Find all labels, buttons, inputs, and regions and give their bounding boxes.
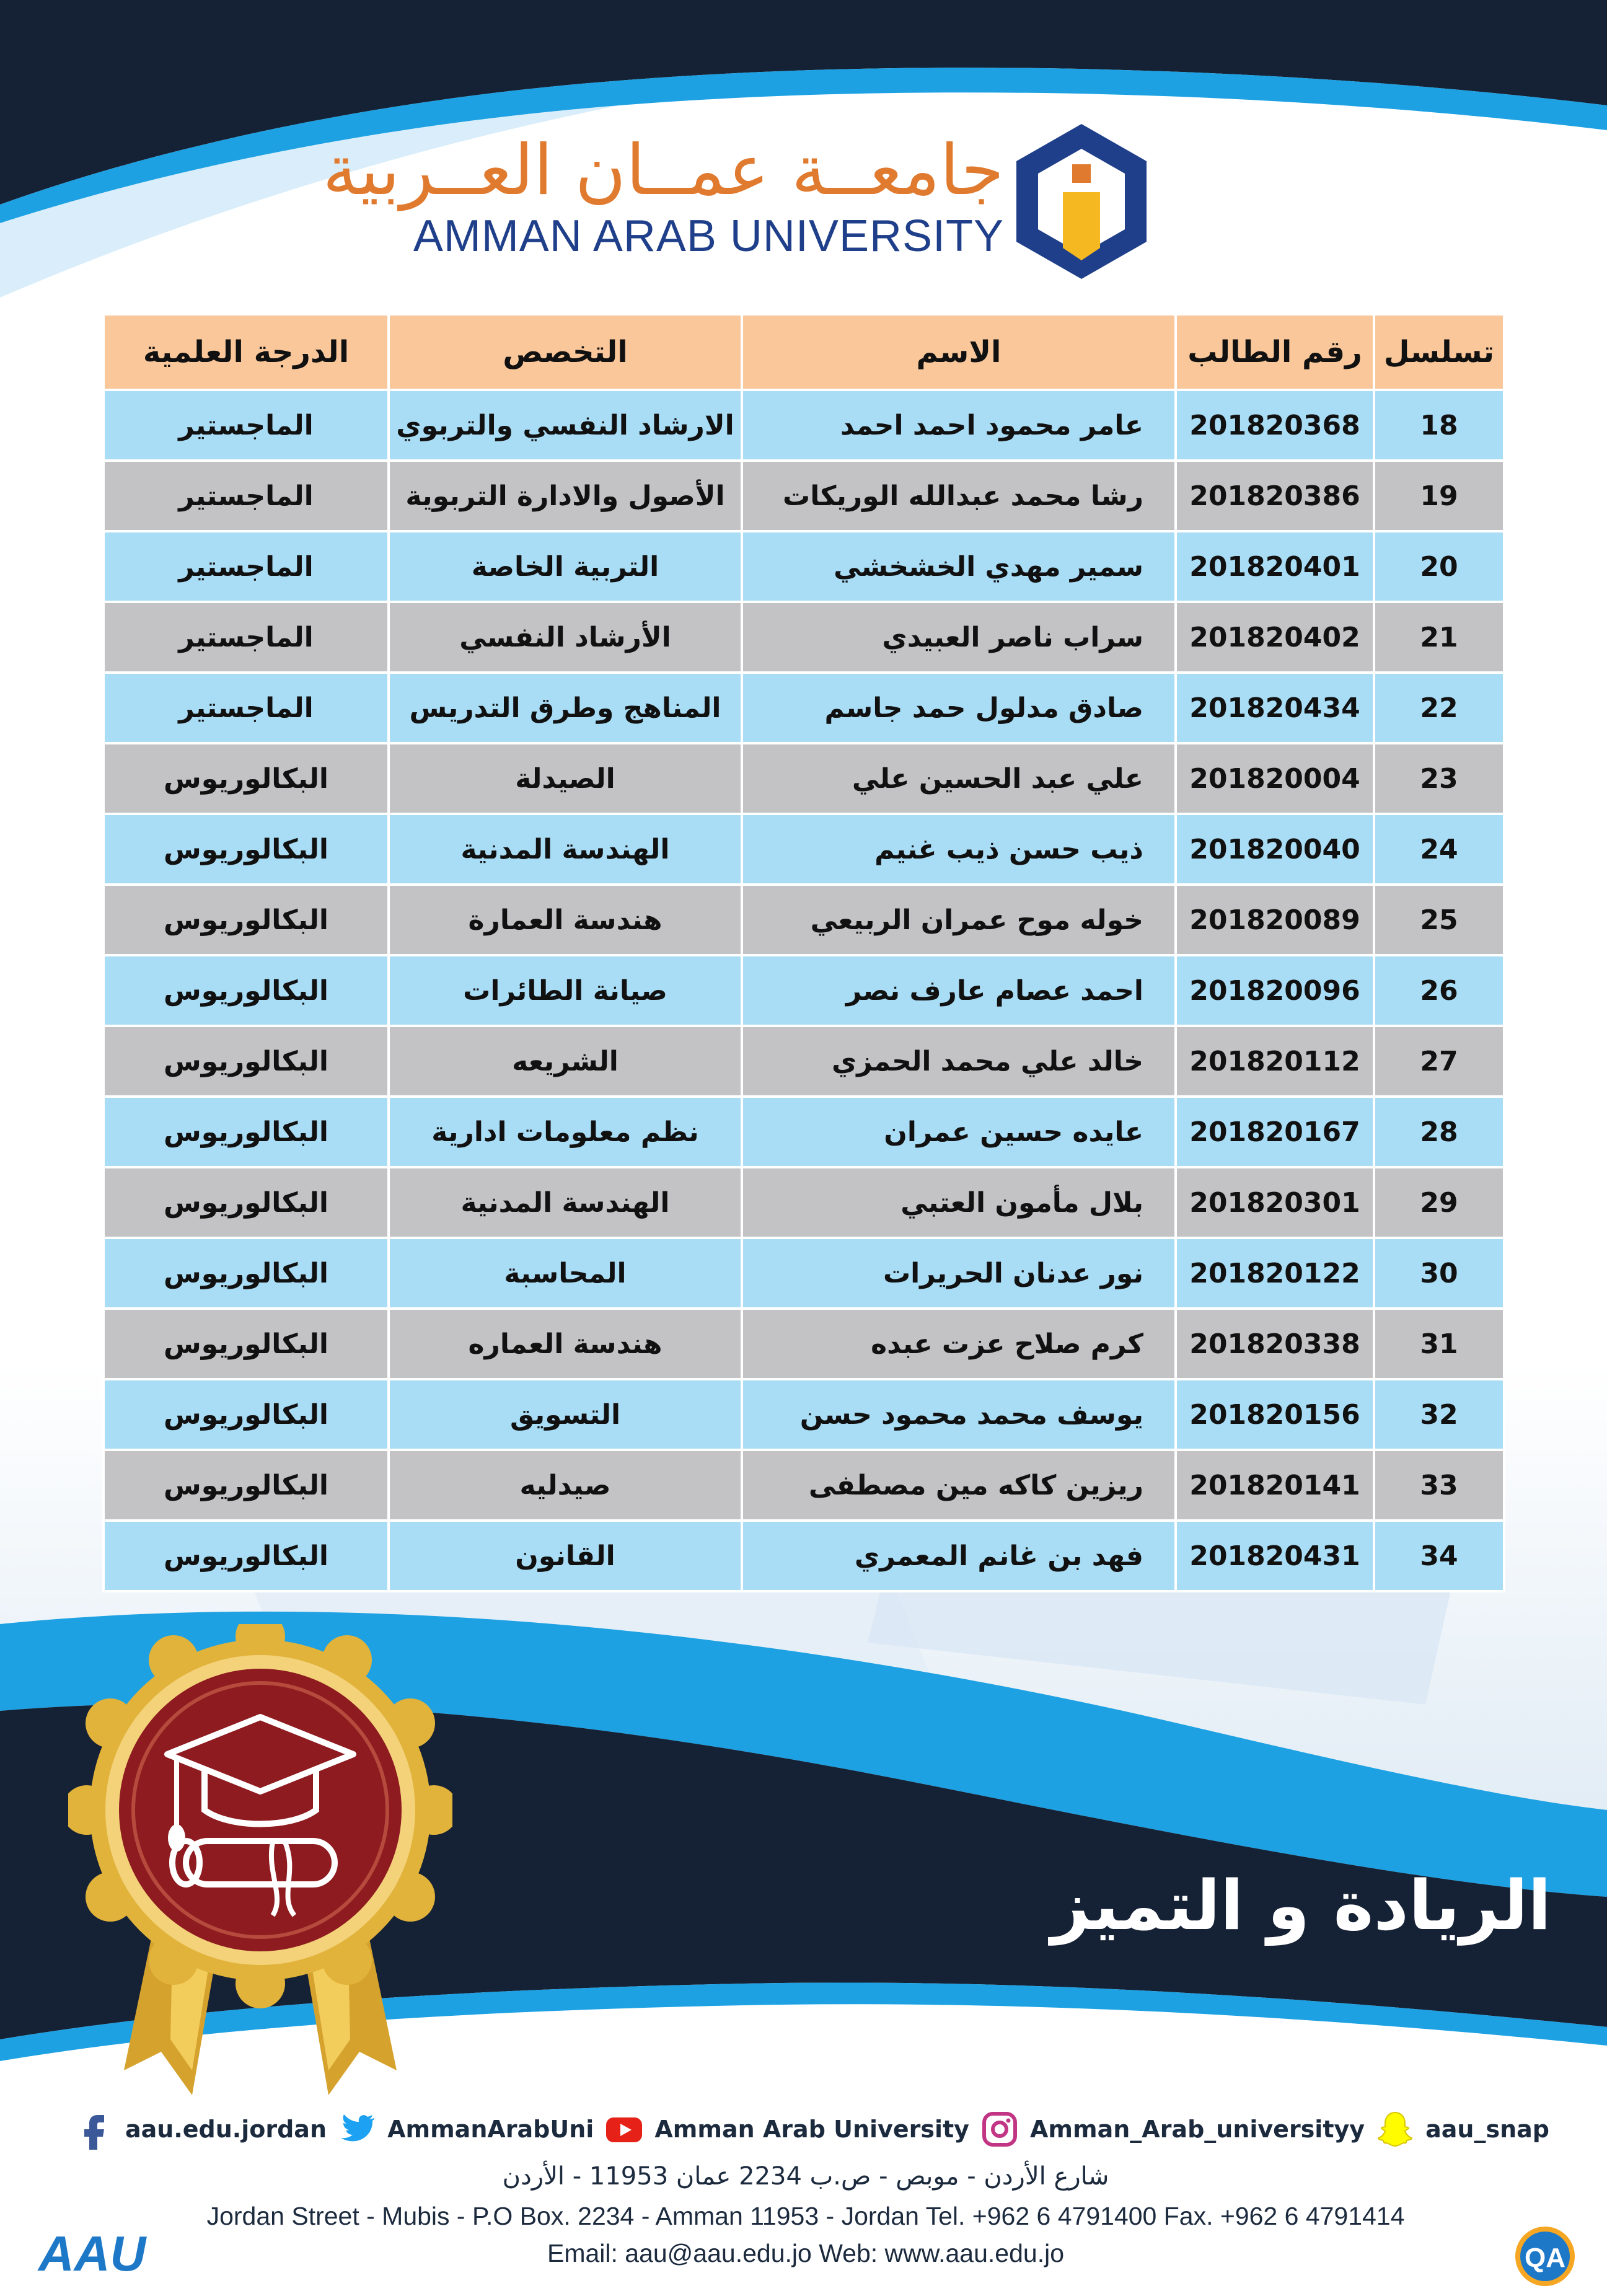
cell-seq: 26 [1374, 955, 1504, 1026]
cell-seq: 22 [1374, 673, 1504, 743]
cell-seq: 33 [1374, 1450, 1504, 1521]
cell-name: خالد علي محمد الحمزي [742, 1026, 1176, 1097]
cell-student-id: 201820156 [1176, 1379, 1374, 1450]
cell-major: الأصول والادارة التربوية [389, 461, 742, 531]
table-row [103, 1167, 1504, 1238]
cell-degree: البكالوريوس [103, 1238, 389, 1309]
slogan-text: الريادة و التميز [1050, 1866, 1551, 1945]
cell-student-id: 201820434 [1176, 673, 1374, 743]
cell-degree: البكالوريوس [103, 1309, 389, 1379]
cell-major: الهندسة المدنية [389, 814, 742, 885]
facebook-link[interactable] [74, 2109, 327, 2150]
cell-seq: 19 [1374, 461, 1504, 531]
university-name-english: AMMAN ARAB UNIVERSITY [413, 211, 1004, 261]
cell-name: خوله موح عمران الربيعي [742, 885, 1176, 955]
cell-student-id: 201820122 [1176, 1238, 1374, 1309]
cell-degree: البكالوريوس [103, 1450, 389, 1521]
cell-seq: 18 [1374, 390, 1504, 461]
university-logo [322, 118, 1190, 304]
contact-info: Email: aau@aau.edu.jo Web: www.aau.edu.jo [547, 2239, 1065, 2267]
cell-student-id: 201820089 [1176, 885, 1374, 955]
cell-degree: الماجستير [103, 390, 389, 461]
cell-degree: البكالوريوس [103, 885, 389, 955]
cell-name: علي عبد الحسين علي [742, 743, 1176, 814]
cell-name: فهد بن غانم المعمري [742, 1521, 1176, 1591]
facebook-handle: aau.edu.jordan [125, 2116, 327, 2143]
table-row [103, 602, 1504, 673]
cell-degree: البكالوريوس [103, 1026, 389, 1097]
cell-name: نور عدنان الحريرات [742, 1238, 1176, 1309]
table-row [103, 885, 1504, 955]
cell-major: القانون [389, 1521, 742, 1591]
cell-major: الهندسة المدنية [389, 1167, 742, 1238]
facebook-icon [74, 2109, 115, 2150]
cell-student-id: 201820402 [1176, 602, 1374, 673]
cell-seq: 29 [1374, 1167, 1504, 1238]
cell-student-id: 201820401 [1176, 531, 1374, 602]
cell-degree: الماجستير [103, 602, 389, 673]
cell-name: رشا محمد عبدالله الوريكات [742, 461, 1176, 531]
cell-seq: 34 [1374, 1521, 1504, 1591]
table-row [103, 1309, 1504, 1379]
table-row [103, 1450, 1504, 1521]
instagram-handle: Amman_Arab_universityy [1029, 2116, 1365, 2143]
cell-student-id: 201820368 [1176, 390, 1374, 461]
cell-degree: البكالوريوس [103, 1379, 389, 1450]
cell-student-id: 201820040 [1176, 814, 1374, 885]
university-name-arabic: جامعــة عمــان العــربية [322, 130, 1004, 211]
university-emblem-icon [1010, 118, 1153, 291]
cell-major: الارشاد النفسي والتربوي [389, 390, 742, 461]
table-row [103, 1097, 1504, 1167]
cell-name: ذيب حسن ذيب غنيم [742, 814, 1176, 885]
twitter-handle: AmmanArabUni [387, 2116, 594, 2143]
cell-seq: 20 [1374, 531, 1504, 602]
twitter-icon [337, 2109, 377, 2150]
cell-degree: البكالوريوس [103, 955, 389, 1026]
cell-major: هندسة العمارة [389, 885, 742, 955]
cell-name: صادق مدلول حمد جاسم [742, 673, 1176, 743]
cell-student-id: 201820004 [1176, 743, 1374, 814]
table-row [103, 814, 1504, 885]
cell-name: عايده حسين عمران [742, 1097, 1176, 1167]
snapchat-link[interactable] [1375, 2109, 1549, 2150]
cell-major: المحاسبة [389, 1238, 742, 1309]
cell-name: بلال مأمون العتبي [742, 1167, 1176, 1238]
students-table [102, 313, 1505, 1592]
cell-seq: 24 [1374, 814, 1504, 885]
cell-major: هندسة العماره [389, 1309, 742, 1379]
header-major: التخصص [389, 314, 742, 390]
youtube-link[interactable] [604, 2109, 969, 2150]
cell-student-id: 201820386 [1176, 461, 1374, 531]
table-row [103, 743, 1504, 814]
cell-degree: البكالوريوس [103, 1097, 389, 1167]
cell-degree: البكالوريوس [103, 814, 389, 885]
social-links-bar [74, 2104, 1549, 2154]
table-row [103, 531, 1504, 602]
cell-seq: 25 [1374, 885, 1504, 955]
header-seq: تسلسل [1374, 314, 1504, 390]
cell-major: الأرشاد النفسي [389, 602, 742, 673]
cell-name: يوسف محمد محمود حسن [742, 1379, 1176, 1450]
cell-student-id: 201820141 [1176, 1450, 1374, 1521]
cell-name: سراب ناصر العبيدي [742, 602, 1176, 673]
snapchat-icon [1375, 2109, 1415, 2150]
cell-name: كرم صلاح عزت عبده [742, 1309, 1176, 1379]
cell-major: الشريعه [389, 1026, 742, 1097]
cell-seq: 28 [1374, 1097, 1504, 1167]
table-header-row [103, 314, 1504, 390]
cell-student-id: 201820301 [1176, 1167, 1374, 1238]
table-row [103, 1379, 1504, 1450]
youtube-channel: Amman Arab University [654, 2116, 969, 2143]
cell-name: عامر محمود احمد احمد [742, 390, 1176, 461]
cell-degree: البكالوريوس [103, 743, 389, 814]
cell-degree: البكالوريوس [103, 1167, 389, 1238]
cell-major: صيانة الطائرات [389, 955, 742, 1026]
cell-student-id: 201820431 [1176, 1521, 1374, 1591]
aau-logo-mark: AAU [38, 2226, 146, 2281]
youtube-icon [604, 2109, 645, 2150]
table-row [103, 955, 1504, 1026]
header-degree: الدرجة العلمية [103, 314, 389, 390]
header-name: الاسم [742, 314, 1176, 390]
cell-student-id: 201820096 [1176, 955, 1374, 1026]
cell-degree: الماجستير [103, 673, 389, 743]
cell-name: احمد عصام عارف نصر [742, 955, 1176, 1026]
cell-seq: 21 [1374, 602, 1504, 673]
cell-major: الصيدلة [389, 743, 742, 814]
cell-degree: الماجستير [103, 531, 389, 602]
table-row [103, 390, 1504, 461]
cell-name: ريزين كاكه مين مصطفى [742, 1450, 1176, 1521]
cell-name: سمير مهدي الخشخشي [742, 531, 1176, 602]
cell-degree: البكالوريوس [103, 1521, 389, 1591]
header-student-id: رقم الطالب [1176, 314, 1374, 390]
table-row [103, 1026, 1504, 1097]
cell-major: التسويق [389, 1379, 742, 1450]
twitter-link[interactable] [337, 2109, 594, 2150]
snapchat-handle: aau_snap [1425, 2116, 1549, 2143]
qa-badge-icon [1511, 2222, 1579, 2290]
address-arabic: شارع الأردن - موبص - ص.ب 2234 عمان 11953 - الأردن [502, 2162, 1109, 2191]
cell-seq: 27 [1374, 1026, 1504, 1097]
graduation-seal-icon [68, 1624, 452, 2120]
table-row [103, 673, 1504, 743]
instagram-icon [979, 2109, 1020, 2150]
cell-major: المناهج وطرق التدريس [389, 673, 742, 743]
table-row [103, 1521, 1504, 1591]
cell-seq: 30 [1374, 1238, 1504, 1309]
cell-major: نظم معلومات ادارية [389, 1097, 742, 1167]
instagram-link[interactable] [979, 2109, 1365, 2150]
cell-degree: الماجستير [103, 461, 389, 531]
address-english: Jordan Street - Mubis - P.O Box. 2234 - Amman 11953 - Jordan Tel. +962 6 4791400 Fax. +962 6 4791414 [206, 2202, 1405, 2230]
cell-major: التربية الخاصة [389, 531, 742, 602]
cell-seq: 23 [1374, 743, 1504, 814]
cell-student-id: 201820112 [1176, 1026, 1374, 1097]
table-row [103, 1238, 1504, 1309]
table-row [103, 461, 1504, 531]
cell-student-id: 201820167 [1176, 1097, 1374, 1167]
qa-badge-label: QA [1525, 2243, 1565, 2273]
cell-student-id: 201820338 [1176, 1309, 1374, 1379]
cell-seq: 32 [1374, 1379, 1504, 1450]
cell-seq: 31 [1374, 1309, 1504, 1379]
cell-major: صيدليه [389, 1450, 742, 1521]
